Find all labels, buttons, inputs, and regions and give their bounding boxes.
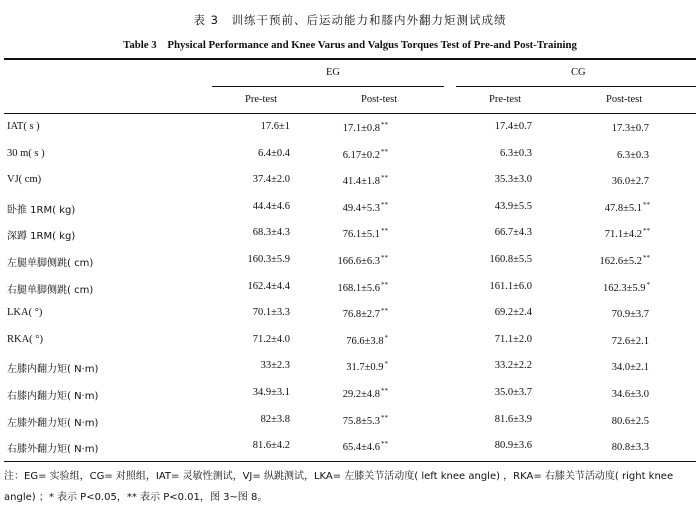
cg-pre-cell — [495, 387, 532, 398]
eg-post-cell — [343, 121, 388, 134]
eg-post-cell — [343, 201, 388, 214]
cell-value: 47.8±5.1 — [604, 202, 642, 214]
eg-post-cell — [343, 307, 388, 320]
cell-value: 6.17±0.2 — [342, 149, 380, 161]
cell-value: 166.6±6.3 — [337, 256, 380, 267]
header-rule — [4, 113, 696, 114]
table-row — [0, 330, 700, 356]
row-label: 左膝外翻力矩( N·m) — [7, 417, 99, 429]
cell-value: 37.4±2.0 — [252, 174, 290, 186]
cell-value: 17.3±0.7 — [611, 123, 649, 134]
eg-pre-cell — [247, 254, 290, 265]
cg-post-cell — [603, 281, 650, 294]
group-header-cg: CG — [571, 67, 586, 78]
cell-value: 66.7±4.3 — [494, 227, 532, 239]
row-label: 左腿单脚侧跳( cm) — [7, 258, 94, 269]
cell-value: 35.0±3.7 — [494, 387, 532, 398]
eg-pre-cell — [253, 307, 290, 318]
cell-value: 69.2±2.4 — [494, 307, 532, 319]
cg-pre-cell — [495, 440, 532, 451]
significance-marker: ** — [381, 280, 388, 289]
cell-value: 65.4±4.6 — [342, 442, 380, 454]
eg-pre-cell — [261, 414, 290, 425]
table-row — [0, 436, 700, 462]
significance-marker: ** — [643, 254, 650, 262]
cg-pre-header: Pre-test — [489, 94, 522, 105]
cell-value: 70.9±3.7 — [611, 309, 649, 321]
top-rule — [4, 58, 696, 60]
eg-pre-cell — [261, 360, 290, 371]
eg-post-cell — [337, 254, 388, 267]
cell-value: 6.3±0.3 — [616, 149, 649, 161]
eg-post-cell — [346, 360, 388, 373]
group-rule-eg — [212, 86, 444, 87]
table-row — [0, 277, 700, 303]
cell-value: 34.6±3.0 — [611, 389, 649, 400]
cg-post-cell — [612, 360, 650, 373]
cell-value: 80.6±2.5 — [611, 415, 649, 427]
cg-post-cell — [612, 334, 650, 347]
cg-pre-cell — [489, 281, 532, 292]
cell-value: 68.3±4.3 — [252, 227, 290, 239]
significance-marker: ** — [381, 200, 388, 209]
eg-pre-cell — [253, 334, 290, 345]
table-row — [0, 197, 700, 223]
eg-post-cell — [343, 227, 388, 240]
eg-pre-cell — [253, 227, 290, 238]
eg-post-cell — [343, 387, 388, 400]
cell-value: 36.0±2.7 — [611, 176, 649, 188]
cell-value: 35.3±3.0 — [494, 174, 532, 186]
table-row — [0, 250, 700, 276]
significance-marker: ** — [381, 387, 388, 395]
eg-pre-cell — [261, 121, 290, 132]
eg-post-cell — [343, 148, 388, 161]
cell-value: 33.2±2.2 — [494, 360, 532, 372]
row-label: RKA( °) — [7, 333, 43, 345]
significance-marker: ** — [381, 227, 388, 236]
significance-marker: * — [646, 280, 650, 289]
cell-value: 81.6±4.2 — [252, 440, 290, 452]
cell-value: 71.2±4.0 — [252, 333, 290, 345]
table-row — [0, 144, 700, 170]
cell-value: 160.3±5.9 — [247, 254, 290, 265]
cell-value: 49.4+5.3 — [342, 202, 380, 214]
eg-post-cell — [343, 440, 388, 453]
eg-post-cell — [343, 174, 388, 187]
table-row — [0, 303, 700, 329]
cg-post-cell — [605, 227, 650, 240]
row-label: 左膝内翻力矩( N·m) — [7, 364, 99, 376]
eg-post-header: Post-test — [361, 94, 398, 105]
cell-value: 71.1±4.2 — [604, 229, 642, 241]
cg-pre-cell — [495, 360, 532, 371]
row-label: VJ( cm) — [7, 174, 42, 186]
eg-pre-cell — [253, 174, 290, 185]
cell-value: 81.6±3.9 — [494, 413, 532, 425]
cell-value: 17.1±0.8 — [342, 123, 380, 134]
cg-post-cell — [617, 148, 650, 161]
eg-pre-cell — [258, 148, 290, 159]
table-row — [0, 383, 700, 409]
cg-post-cell — [612, 440, 650, 453]
row-label: 右膝外翻力矩( N·m) — [7, 444, 99, 456]
cell-value: 162.3±5.9 — [602, 282, 646, 294]
cg-post-cell — [612, 121, 650, 134]
cg-pre-cell — [495, 307, 532, 318]
row-label: 深蹲 1RM( kg) — [7, 231, 76, 243]
table-note: 注：EG= 实验组，CG= 对照组，IAT= 灵敏性测试，VJ= 纵跳测试，LKA= 左膝关节活动度( left knee angle) ，RKA= 右膝关节活动度( right knee angle) ；* 表示 P<0.05，** 表示 P<0.01，图 3~图 8。 — [4, 471, 674, 503]
cg-post-cell — [599, 254, 650, 267]
cell-value: 17.4±0.7 — [494, 121, 532, 132]
row-label: 30 m( s ) — [7, 147, 45, 159]
cell-value: 71.1±2.0 — [494, 333, 532, 345]
cell-value: 76.6±3.8 — [346, 335, 384, 347]
cell-value: 43.9±5.5 — [494, 200, 532, 212]
significance-marker: ** — [381, 147, 388, 156]
cell-value: 72.6±2.1 — [611, 335, 649, 347]
cg-pre-cell — [495, 334, 532, 345]
significance-marker: * — [384, 360, 388, 369]
cell-value: 76.1±5.1 — [342, 229, 380, 241]
cell-value: 76.8±2.7 — [342, 309, 380, 321]
cell-value: 162.4±4.4 — [247, 280, 290, 292]
row-label: 卧推 1RM( kg) — [7, 204, 76, 216]
cell-value: 80.8±3.3 — [611, 442, 649, 454]
table-row — [0, 117, 700, 143]
significance-marker: ** — [643, 227, 650, 236]
eg-pre-cell — [253, 440, 290, 451]
cell-value: 75.8±5.3 — [342, 415, 380, 427]
significance-marker: ** — [643, 200, 650, 209]
table-title-cn: 表 3 训练干预前、后运动能力和膝内外翻力矩测试成绩 — [193, 13, 507, 27]
cg-pre-cell — [500, 148, 532, 159]
cell-value: 41.4±1.8 — [342, 176, 380, 188]
cg-pre-cell — [495, 201, 532, 212]
eg-pre-cell — [247, 281, 290, 292]
row-label: LKA( °) — [7, 307, 43, 319]
cell-value: 33±2.3 — [260, 360, 290, 372]
significance-marker: ** — [381, 307, 388, 316]
cell-value: 161.1±6.0 — [489, 280, 532, 292]
cg-pre-cell — [489, 254, 532, 265]
cell-value: 162.6±5.2 — [599, 256, 642, 267]
bottom-rule — [4, 461, 696, 462]
cg-post-cell — [612, 307, 650, 320]
table-title-en: Table 3 Physical Performance and Knee Varus and Valgus Torques Test of Pre-and Post-Training — [123, 39, 577, 51]
significance-marker: ** — [381, 440, 388, 449]
cg-pre-cell — [495, 414, 532, 425]
significance-marker: ** — [381, 413, 388, 422]
cg-pre-cell — [495, 174, 532, 185]
row-label: 右膝内翻力矩( N·m) — [7, 391, 99, 402]
cg-pre-cell — [495, 227, 532, 238]
cg-post-cell — [605, 201, 650, 214]
cell-value: 6.4±0.4 — [257, 147, 290, 159]
table-row — [0, 223, 700, 249]
cell-value: 44.4±4.6 — [252, 200, 290, 212]
cell-value: 168.1±5.6 — [337, 282, 380, 294]
cg-post-cell — [612, 387, 650, 400]
cell-value: 80.9±3.6 — [494, 440, 532, 452]
cell-value: 70.1±3.3 — [252, 307, 290, 319]
row-label: 右腿单脚侧跳( cm) — [7, 284, 94, 296]
significance-marker: * — [384, 333, 388, 342]
cg-post-cell — [612, 414, 650, 427]
cell-value: 34.0±2.1 — [611, 362, 649, 374]
eg-pre-header: Pre-test — [245, 94, 278, 105]
cell-value: 160.8±5.5 — [489, 254, 532, 265]
table-row — [0, 356, 700, 382]
significance-marker: ** — [381, 254, 388, 262]
cell-value: 6.3±0.3 — [499, 147, 532, 159]
cell-value: 31.7±0.9 — [346, 362, 384, 374]
eg-pre-cell — [253, 387, 290, 398]
table-row — [0, 410, 700, 436]
eg-post-cell — [337, 281, 388, 294]
row-label: IAT( s ) — [7, 121, 40, 132]
cg-post-header: Post-test — [606, 94, 643, 105]
cg-post-cell — [612, 174, 650, 187]
cell-value: 29.2±4.8 — [342, 389, 380, 400]
significance-marker: ** — [381, 121, 388, 129]
eg-pre-cell — [253, 201, 290, 212]
eg-post-cell — [343, 414, 388, 427]
eg-post-cell — [346, 334, 388, 347]
significance-marker: ** — [381, 174, 388, 183]
table-row — [0, 170, 700, 196]
group-header-eg: EG — [326, 67, 340, 78]
group-rule-cg — [456, 86, 696, 87]
cell-value: 17.6±1 — [260, 121, 290, 132]
cg-pre-cell — [495, 121, 532, 132]
cell-value: 34.9±3.1 — [252, 387, 290, 398]
cell-value: 82±3.8 — [260, 413, 290, 425]
